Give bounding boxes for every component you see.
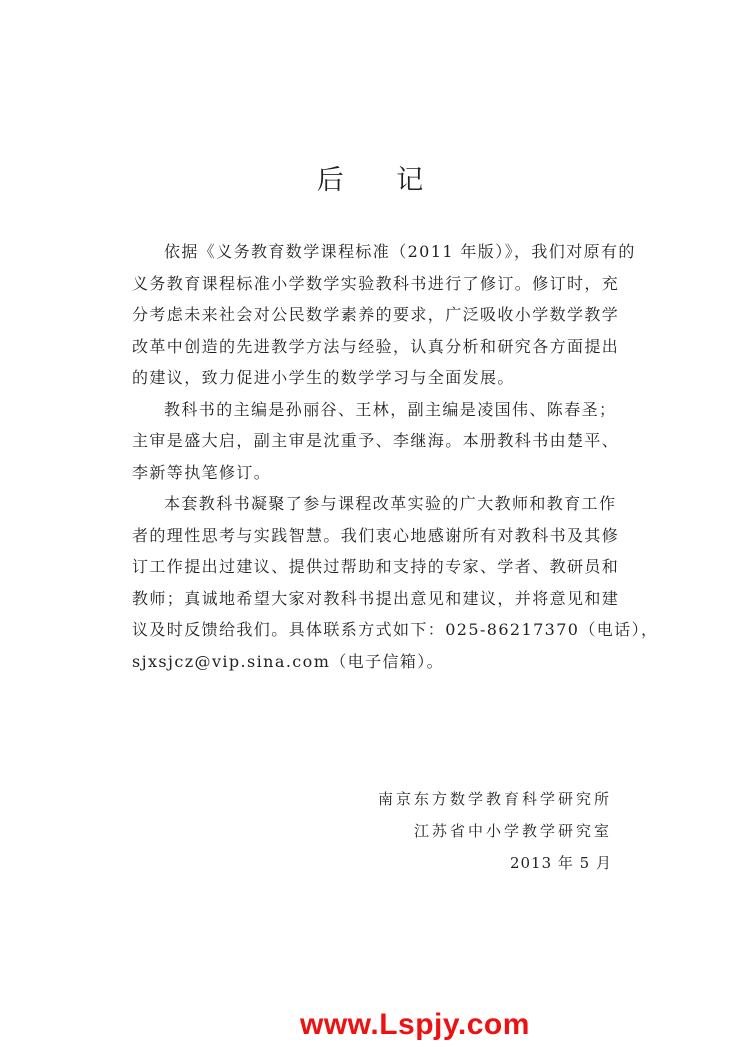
text-line: 者的理性思考与实践智慧。我们衷心地感谢所有对教科书及其修 [132, 525, 620, 545]
watermark-url: www.Lspjy.com [300, 1008, 530, 1041]
signature-date: 2013 年 5 月 [509, 854, 612, 872]
text-line: 教科书的主编是孙丽谷、王林，副主编是凌国伟、陈春圣； [164, 399, 617, 419]
signature-org-nanjing: 南京东方数学教育科学研究所 [377, 790, 612, 808]
text-line: 的建议，致力促进小学生的数学学习与全面发展。 [132, 368, 515, 387]
text-line: sjxsjcz@vip.sina.com（电子信箱）。 [132, 651, 445, 671]
paragraph-revision-basis [132, 236, 636, 394]
text-line: 依据《义务教育数学课程标准（2011 年版）》，我们对原有的 [164, 242, 636, 261]
page-title: 后 记 [316, 165, 446, 196]
text-line: 本套教科书凝聚了参与课程改革实验的广大教师和教育工作 [164, 494, 617, 513]
paragraph-editors [132, 394, 620, 489]
text-line: 李新等执笔修订。 [132, 462, 272, 482]
text-line: 议及时反馈给我们。具体联系方式如下：025-86217370（电话）， [132, 620, 659, 639]
text-line: 分考虑未来社会对公民数学素养的要求，广泛吸收小学数学教学 [132, 305, 620, 324]
text-line: 主审是盛大启，副主审是沈重予、李继海。本册教科书由楚平、 [132, 431, 620, 450]
text-line: 教师；真诚地希望大家对教科书提出意见和建议，并将意见和建 [132, 588, 620, 608]
text-line: 改革中创造的先进教学方法与经验，认真分析和研究各方面提出 [132, 336, 620, 356]
afterword-body [132, 236, 659, 677]
text-line: 义务教育课程标准小学数学实验教科书进行了修订。修订时，充 [132, 273, 620, 293]
text-line: 订工作提出过建议、提供过帮助和支持的专家、学者、教研员和 [132, 557, 620, 576]
paragraph-acknowledgements [132, 488, 659, 677]
signature-org-jiangsu: 江苏省中小学教学研究室 [413, 822, 612, 840]
